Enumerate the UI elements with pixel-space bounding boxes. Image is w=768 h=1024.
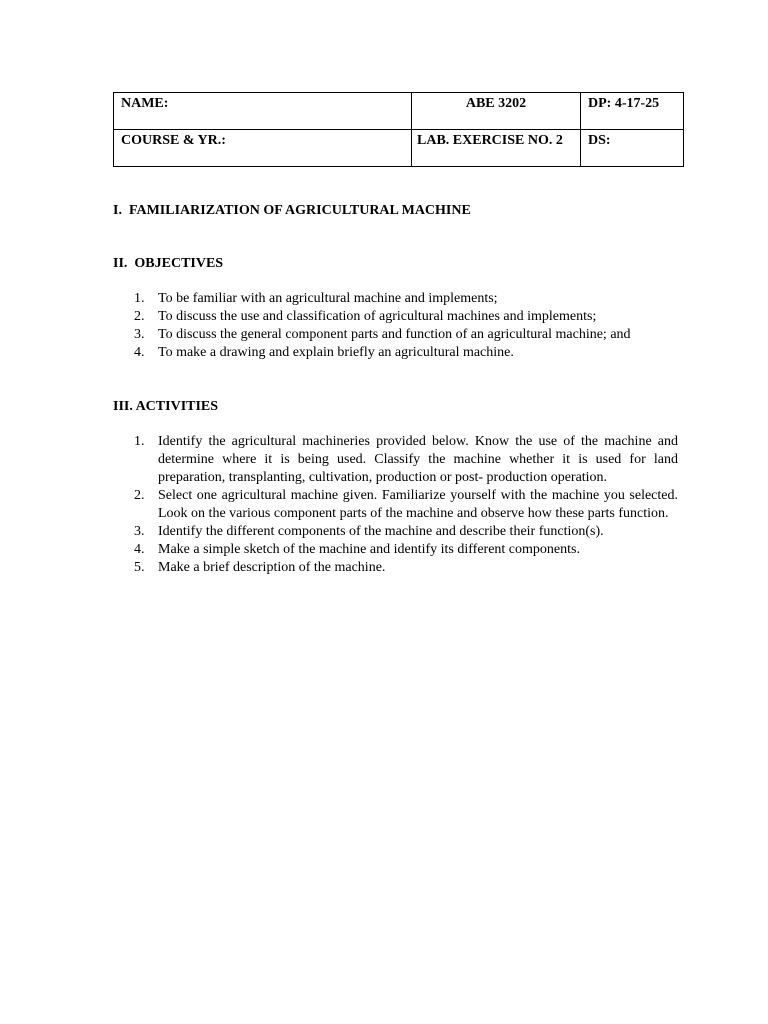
list-number: 5. <box>134 560 145 575</box>
course-code-cell: ABE 3202 <box>412 93 581 130</box>
list-item <box>113 433 678 487</box>
list-number: 3. <box>134 327 145 342</box>
list-item <box>113 326 678 344</box>
objectives-heading: II. OBJECTIVES <box>113 256 224 271</box>
list-text: To make a drawing and explain briefly an agricultural machine. <box>158 345 514 360</box>
list-text: Make a simple sketch of the machine and identify its different components. <box>158 542 580 557</box>
name-cell: NAME: <box>114 93 412 130</box>
list-number: 2. <box>134 488 145 503</box>
dp-cell: DP: 4-17-25 <box>581 93 684 130</box>
objectives-list <box>113 290 678 362</box>
list-text: Identify the different components of the machine and describe their function(s). <box>158 524 604 539</box>
header-row-2 <box>114 130 684 167</box>
list-item <box>113 559 678 577</box>
list-text: Make a brief description of the machine. <box>158 560 386 575</box>
ds-cell: DS: <box>581 130 684 167</box>
list-item <box>113 344 678 362</box>
list-number: 1. <box>134 434 145 449</box>
list-text: To be familiar with an agricultural machine and implements; <box>158 291 498 306</box>
section-title: I. FAMILIARIZATION OF AGRICULTURAL MACHINE <box>113 203 471 218</box>
list-item <box>113 541 678 559</box>
list-number: 4. <box>134 345 145 360</box>
list-number: 1. <box>134 291 145 306</box>
lab-exercise-cell: LAB. EXERCISE NO. 2 <box>412 130 581 167</box>
list-text: To discuss the general component parts and function of an agricultural machine; and <box>158 327 631 342</box>
header-row-1 <box>114 93 684 130</box>
list-item <box>113 523 678 541</box>
list-item <box>113 290 678 308</box>
activities-heading: III. ACTIVITIES <box>113 399 219 414</box>
course-year-cell: COURSE & YR.: <box>114 130 412 167</box>
list-number: 3. <box>134 524 145 539</box>
list-item <box>113 308 678 326</box>
list-text: To discuss the use and classification of agricultural machines and implements; <box>158 309 597 324</box>
list-number: 4. <box>134 542 145 557</box>
list-number: 2. <box>134 309 145 324</box>
list-text: Select one agricultural machine given. Familiarize yourself with the machine you selected. Look on the various component parts of the machine and observe how these parts function. <box>158 488 678 521</box>
activities-list <box>113 433 678 577</box>
header-table <box>113 92 684 167</box>
list-item <box>113 487 678 523</box>
list-text: Identify the agricultural machineries provided below. Know the use of the machine and determine where it is being used. Classify the machine whether it is used for land preparation, transplanting, cultivation, production or post- production operation. <box>158 434 678 485</box>
